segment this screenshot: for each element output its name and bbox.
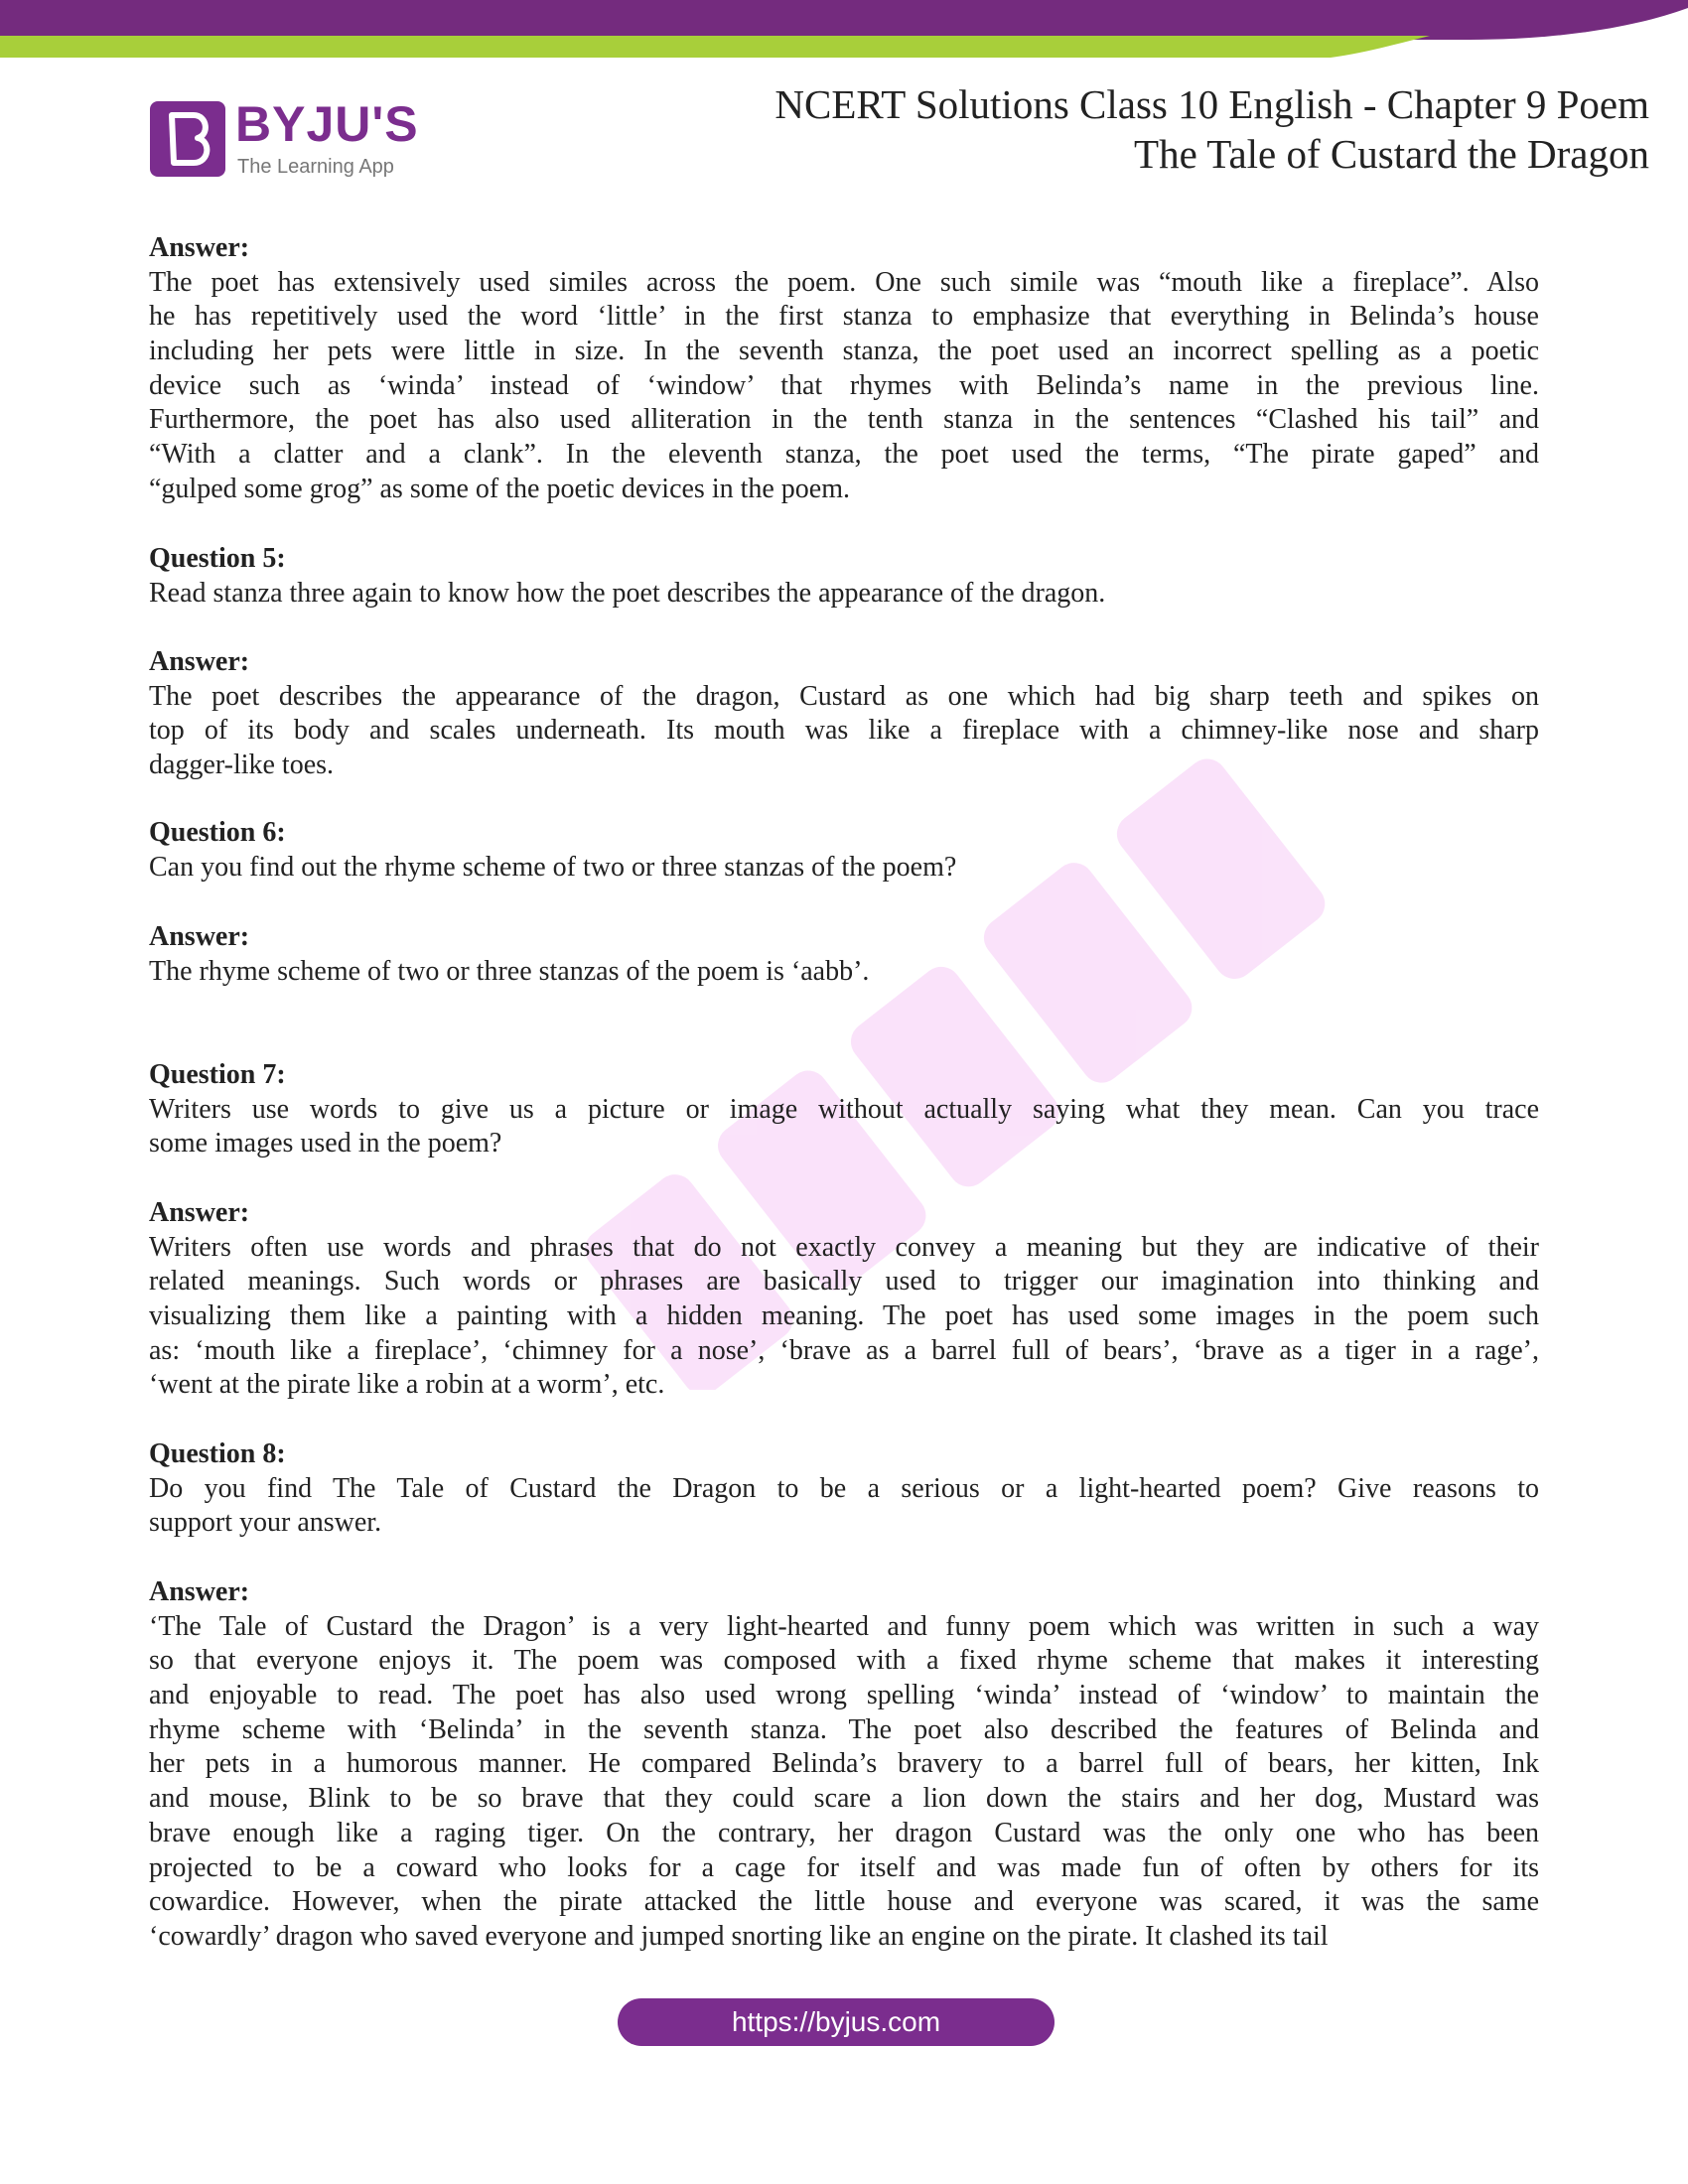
text-line: he has repetitively used the word ‘little’ in the first stanza to emphasize that everything in Belinda’s house — [149, 301, 1539, 333]
text-line: “With a clatter and a clank”. In the eleventh stanza, the poet used the terms, “The pirate gaped” and — [149, 439, 1539, 471]
text-line: brave enough like a raging tiger. On the contrary, her dragon Custard was the only one who has been — [149, 1817, 1539, 1848]
text-line: ‘The Tale of Custard the Dragon’ is a very light-hearted and funny poem which was written in such a way — [149, 1610, 1539, 1642]
logo-name: BYJU'S — [235, 96, 419, 152]
page-title-line1: NCERT Solutions Class 10 English - Chapter 9 Poem — [774, 81, 1649, 127]
answer-heading: Answer: — [149, 921, 250, 952]
text-line: and enjoyable to read. The poet has also used wrong spelling ‘winda’ instead of ‘window’ to maintain the — [149, 1680, 1539, 1711]
text-line: top of its body and scales underneath. Its mouth was like a fireplace with a chimney-like nose and sharp — [149, 715, 1539, 747]
question-heading: Question 7: — [149, 1059, 286, 1090]
answer-heading: Answer: — [149, 646, 250, 677]
answer-block — [149, 920, 1539, 989]
text-line: The rhyme scheme of two or three stanzas of the poem is ‘aabb’. — [149, 955, 870, 987]
text-line: Furthermore, the poet has also used alliteration in the tenth stanza in the sentences “Clashed his tail” and — [149, 404, 1539, 436]
text-line: some images used in the poem? — [149, 1128, 502, 1160]
answer-block — [149, 1575, 1539, 1955]
text-line: The poet has extensively used similes across the poem. One such simile was “mouth like a fireplace”. Also — [149, 266, 1539, 298]
text-line: device such as ‘winda’ instead of ‘window’ that rhymes with Belinda’s name in the previous line. — [149, 369, 1539, 401]
text-line: including her pets were little in size. In the seventh stanza, the poet used an incorrect spelling as a poetic — [149, 336, 1539, 367]
text-line: her pets in a humorous manner. He compared Belinda’s bravery to a barrel full of bears, her kitten, Ink — [149, 1748, 1539, 1780]
question-block — [149, 1058, 1539, 1161]
answer-heading: Answer: — [149, 1197, 250, 1228]
logo-b-icon — [150, 101, 225, 177]
text-line: dagger-like toes. — [149, 750, 335, 781]
question-heading: Question 8: — [149, 1438, 286, 1469]
text-line: support your answer. — [149, 1507, 382, 1539]
text-line: visualizing them like a painting with a hidden meaning. The poet has used some images in the poem such — [149, 1300, 1539, 1332]
page-title-line2: The Tale of Custard the Dragon — [1134, 131, 1649, 177]
text-line: rhyme scheme with ‘Belinda’ in the seventh stanza. The poet also described the features of Belinda and — [149, 1713, 1539, 1745]
answer-block — [149, 1196, 1539, 1403]
question-heading: Question 6: — [149, 817, 286, 848]
text-line: as: ‘mouth like a fireplace’, ‘chimney for a nose’, ‘brave as a barrel full of bears’, ‘brave as a tiger in a rage’, — [149, 1334, 1539, 1366]
question-block — [149, 816, 1539, 885]
website-link[interactable]: https://byjus.com — [618, 1998, 1055, 2046]
text-line: Read stanza three again to know how the poet describes the appearance of the dragon. — [149, 577, 1106, 609]
text-line: ‘cowardly’ dragon who saved everyone and jumped snorting like an engine on the pirate. It clashed its tail — [149, 1920, 1329, 1952]
text-line: cowardice. However, when the pirate attacked the little house and everyone was scared, it was the same — [149, 1886, 1539, 1918]
text-line: Do you find The Tale of Custard the Dragon to be a serious or a light-hearted poem? Give reasons to — [149, 1472, 1539, 1504]
text-line: Writers often use words and phrases that do not exactly convey a meaning but they are indicative of their — [149, 1231, 1539, 1263]
question-heading: Question 5: — [149, 543, 286, 574]
text-line: and mouse, Blink to be so brave that they could scare a lion down the stairs and her dog, Mustard was — [149, 1783, 1539, 1815]
byjus-logo — [150, 97, 438, 181]
answer-block — [149, 231, 1539, 507]
question-block — [149, 542, 1539, 611]
text-line: related meanings. Such words or phrases are basically used to trigger our imagination into thinking and — [149, 1266, 1539, 1297]
text-line: Writers use words to give us a picture or image without actually saying what they mean. Can you trace — [149, 1093, 1539, 1125]
text-line: “gulped some grog” as some of the poetic devices in the poem. — [149, 473, 851, 504]
text-line: so that everyone enjoys it. The poem was composed with a fixed rhyme scheme that makes it interesting — [149, 1645, 1539, 1677]
answer-heading: Answer: — [149, 1576, 250, 1607]
text-line: projected to be a coward who looks for a cage for itself and was made fun of often by others for its — [149, 1851, 1539, 1883]
header-banner — [0, 0, 1688, 60]
text-line: Can you find out the rhyme scheme of two or three stanzas of the poem? — [149, 851, 957, 883]
text-line: ‘went at the pirate like a robin at a worm’, etc. — [149, 1369, 665, 1401]
answer-block — [149, 645, 1539, 783]
logo-tagline: The Learning App — [237, 156, 394, 178]
answer-heading: Answer: — [149, 232, 250, 263]
text-line: The poet describes the appearance of the dragon, Custard as one which had big sharp teeth and spikes on — [149, 680, 1539, 712]
question-block — [149, 1437, 1539, 1541]
